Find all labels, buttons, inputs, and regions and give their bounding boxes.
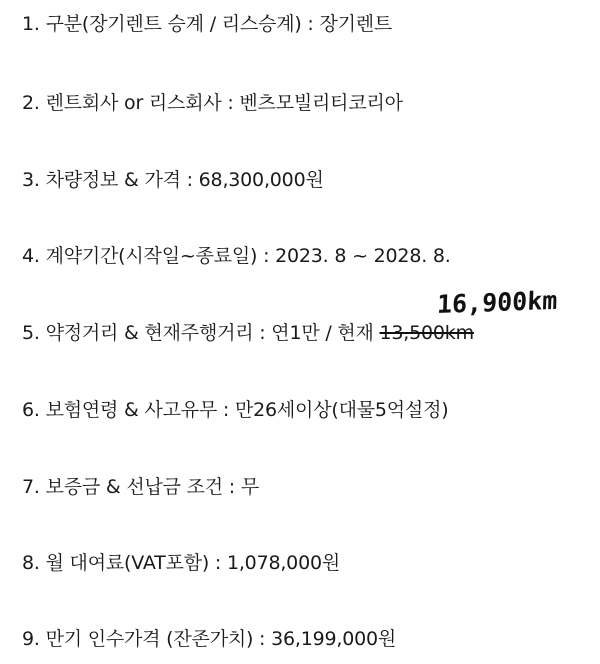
item-residual-value: 9. 만기 인수가격 (잔존가치) : 36,199,000원 xyxy=(22,628,397,650)
item-insurance: 6. 보험연령 & 사고유무 : 만26세이상(대물5억설정) xyxy=(22,399,449,421)
item-rental-company: 2. 렌트회사 or 리스회사 : 벤츠모빌리티코리아 xyxy=(22,92,403,114)
item-mileage xyxy=(22,321,474,345)
item-contract-period: 4. 계약기간(시작일~종료일) : 2023. 8 ~ 2028. 8. xyxy=(22,245,451,267)
struck-mileage: 13,500km xyxy=(379,322,474,344)
item-rental-type: 1. 구분(장기렌트 승계 / 리스승계) : 장기렌트 xyxy=(22,13,393,35)
handwritten-mileage-note: 16,900km xyxy=(436,285,558,320)
item-monthly-fee: 8. 월 대여료(VAT포함) : 1,078,000원 xyxy=(22,552,340,574)
item-vehicle-price: 3. 차량정보 & 가격 : 68,300,000원 xyxy=(22,169,324,191)
item-deposit: 7. 보증금 & 선납금 조건 : 무 xyxy=(22,476,259,498)
mileage-label: 5. 약정거리 & 현재주행거리 : 연1만 / 현재 xyxy=(22,322,380,344)
